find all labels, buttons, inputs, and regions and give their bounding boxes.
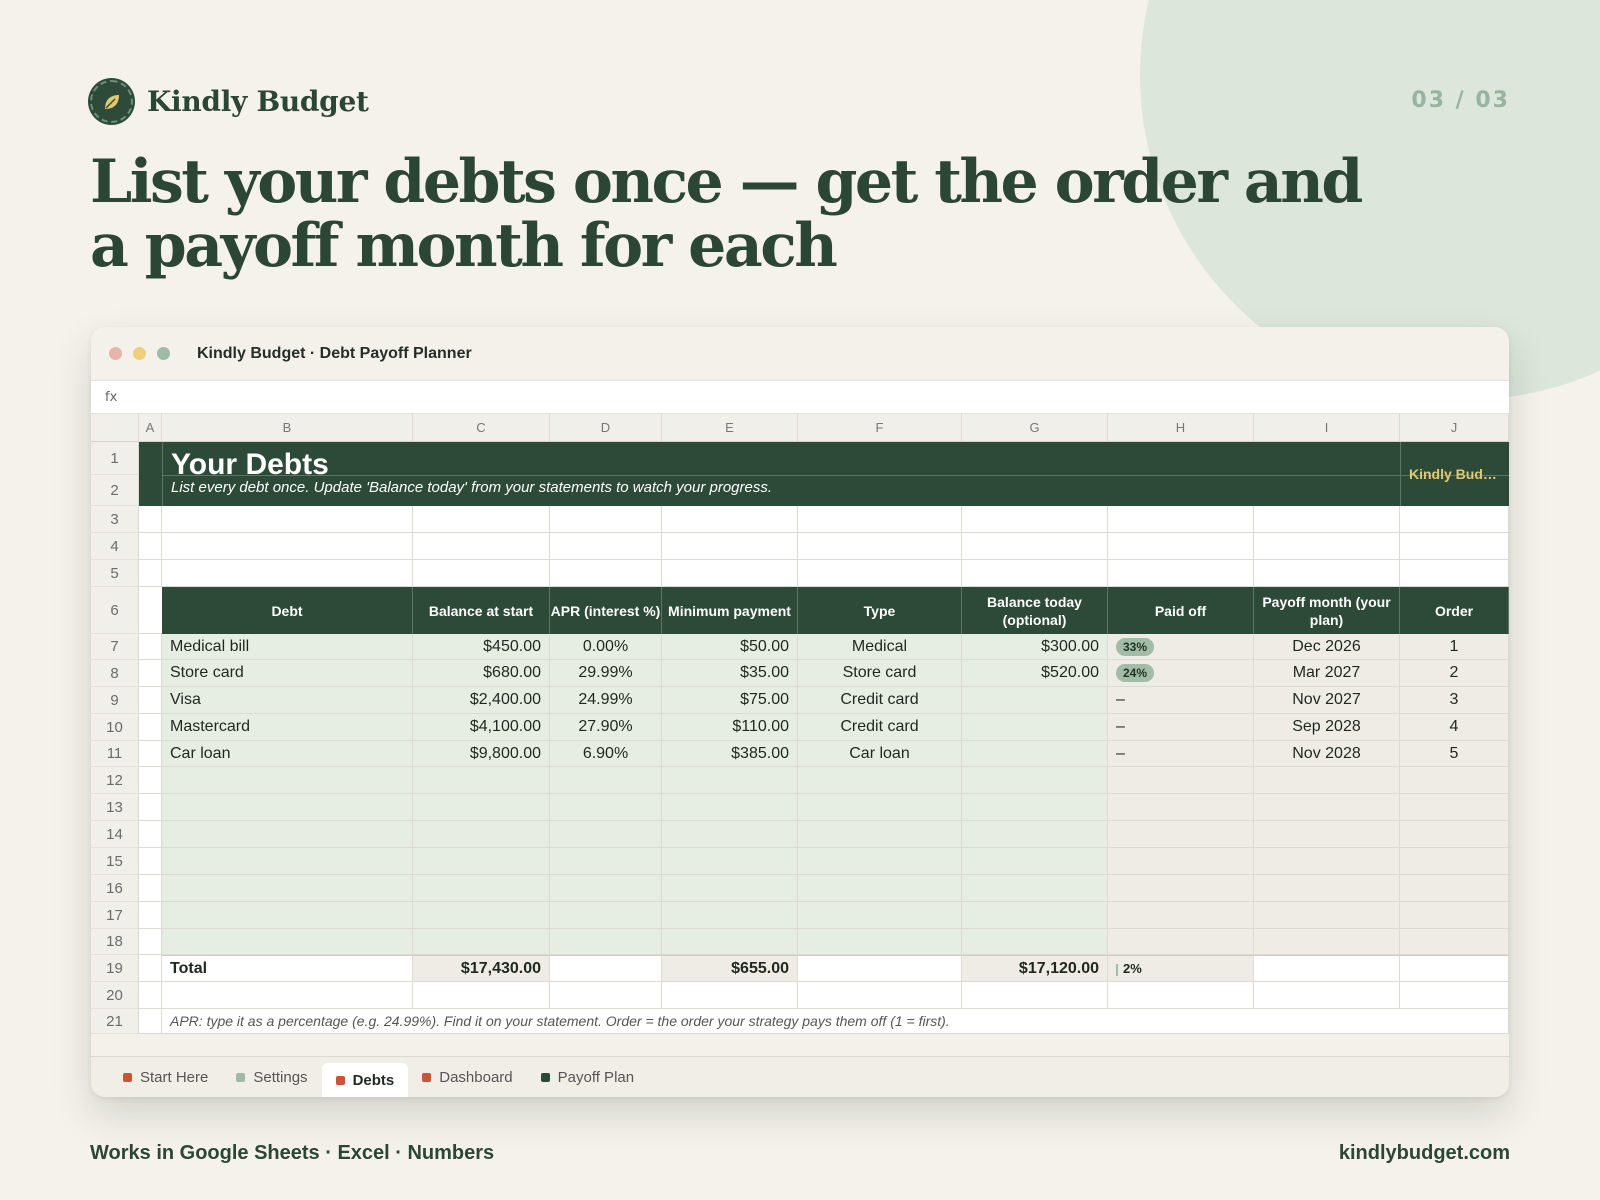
empty-cell[interactable] [413,533,550,560]
debt-cell-balance-today[interactable] [962,741,1108,767]
row-header-16[interactable]: 16 [91,875,139,902]
empty-cell[interactable] [550,929,662,955]
apr-note[interactable]: APR: type it as a percentage (e.g. 24.99%). Find it on your statement. Order = the order your strategy pays them off (1 = first). [162,1009,1509,1034]
tab-label: Dashboard [439,1068,513,1086]
tab-label: Debts [352,1071,395,1089]
column-heading[interactable]: Balance today (optional) [962,587,1108,634]
empty-cell[interactable] [139,533,162,560]
empty-cell[interactable] [662,902,798,929]
empty-cell[interactable] [662,982,798,1009]
empty-cell[interactable] [413,982,550,1009]
empty-cell[interactable] [139,634,162,660]
empty-cell[interactable] [662,794,798,821]
empty-cell[interactable] [962,533,1108,560]
empty-cell[interactable] [1400,794,1509,821]
tab-color-icon [123,1073,132,1082]
debt-cell-paid-off[interactable]: – [1108,741,1254,767]
empty-cell[interactable] [550,955,662,982]
empty-cell[interactable] [413,767,550,794]
debt-cell-type[interactable]: Credit card [798,687,962,714]
website-link[interactable]: kindlybudget.com [1338,1142,1510,1164]
empty-cell[interactable] [162,848,413,875]
empty-cell[interactable] [798,533,962,560]
empty-cell[interactable] [1108,533,1254,560]
row-header-8[interactable]: 8 [91,660,139,687]
total-paid-off-label: 2% [1123,961,1142,976]
debt-cell-min-payment[interactable]: $110.00 [662,714,798,741]
row-header-3[interactable]: 3 [91,506,139,533]
empty-cell[interactable] [139,587,162,634]
debt-cell-order[interactable]: 4 [1400,714,1509,741]
row-header-13[interactable]: 13 [91,794,139,821]
empty-cell[interactable] [139,767,162,794]
empty-cell[interactable] [662,767,798,794]
debt-cell-name[interactable]: Store card [162,660,413,687]
empty-cell[interactable] [413,560,550,587]
empty-cell[interactable] [798,794,962,821]
debt-cell-apr[interactable]: 29.99% [550,660,662,687]
empty-cell[interactable] [962,902,1108,929]
empty-cell[interactable] [1400,929,1509,955]
debt-cell-apr[interactable]: 24.99% [550,687,662,714]
debt-cell-balance-start[interactable]: $450.00 [413,634,550,660]
empty-cell[interactable] [162,929,413,955]
empty-cell[interactable] [139,794,162,821]
row-header-7[interactable]: 7 [91,634,139,660]
empty-cell[interactable] [1108,821,1254,848]
debt-cell-payoff-month[interactable]: Mar 2027 [1254,660,1400,687]
page-counter: 03 / 03 [1411,88,1510,113]
row-header-9[interactable]: 9 [91,687,139,714]
debt-cell-min-payment[interactable]: $75.00 [662,687,798,714]
debt-cell-type[interactable]: Medical [798,634,962,660]
empty-cell[interactable] [139,929,162,955]
column-header-b[interactable]: B [162,414,413,442]
empty-cell[interactable] [550,902,662,929]
empty-cell[interactable] [1400,875,1509,902]
empty-cell[interactable] [139,560,162,587]
empty-cell[interactable] [962,767,1108,794]
debt-cell-balance-today[interactable]: $520.00 [962,660,1108,687]
column-heading[interactable]: Balance at start [413,587,550,634]
empty-cell[interactable] [139,741,162,767]
maximize-window-button[interactable] [157,347,170,360]
empty-cell[interactable] [550,875,662,902]
sheet-tab-settings[interactable] [222,1057,321,1097]
empty-cell[interactable] [962,848,1108,875]
empty-cell[interactable] [1254,560,1400,587]
debt-cell-order[interactable]: 3 [1400,687,1509,714]
row-header-15[interactable]: 15 [91,848,139,875]
empty-cell[interactable] [1400,560,1509,587]
empty-cell[interactable] [550,533,662,560]
empty-cell[interactable] [1400,955,1509,982]
column-header-c[interactable]: C [413,414,550,442]
total-balance-today[interactable]: $17,120.00 [962,955,1108,982]
empty-cell[interactable] [798,767,962,794]
empty-cell[interactable] [550,794,662,821]
empty-cell[interactable] [413,902,550,929]
row-header-10[interactable]: 10 [91,714,139,741]
empty-cell[interactable] [139,821,162,848]
column-header-j[interactable]: J [1400,414,1509,442]
debt-cell-payoff-month[interactable]: Dec 2026 [1254,634,1400,660]
empty-cell[interactable] [162,506,413,533]
sheet-title[interactable]: Your Debts [171,448,329,481]
empty-cell[interactable] [413,848,550,875]
empty-cell[interactable] [1108,794,1254,821]
empty-cell[interactable] [798,902,962,929]
tab-color-icon [336,1076,345,1085]
empty-cell[interactable] [1108,767,1254,794]
debt-cell-paid-off[interactable] [1108,660,1254,687]
debt-cell-payoff-month[interactable]: Sep 2028 [1254,714,1400,741]
row-header-18[interactable]: 18 [91,929,139,955]
debt-cell-name[interactable]: Medical bill [162,634,413,660]
sheet-tab-dashboard[interactable] [408,1057,526,1097]
brand-tag-cell[interactable]: Kindly Bud… [1409,466,1497,482]
total-min-payment[interactable]: $655.00 [662,955,798,982]
empty-cell[interactable] [662,821,798,848]
debt-cell-balance-today[interactable] [962,687,1108,714]
empty-cell[interactable] [139,506,162,533]
debt-cell-balance-today[interactable]: $300.00 [962,634,1108,660]
empty-cell[interactable] [550,848,662,875]
empty-cell[interactable] [798,506,962,533]
empty-cell[interactable] [962,821,1108,848]
empty-cell[interactable] [962,929,1108,955]
empty-cell[interactable] [798,821,962,848]
brand [90,80,369,123]
empty-cell[interactable] [162,821,413,848]
empty-cell[interactable] [1400,902,1509,929]
column-heading[interactable]: Payoff month (your plan) [1254,587,1400,634]
paid-off-bar [1116,964,1118,976]
empty-cell[interactable] [1108,902,1254,929]
column-heading[interactable]: Minimum payment [662,587,798,634]
empty-cell[interactable] [139,902,162,929]
empty-cell[interactable] [662,560,798,587]
debt-cell-order[interactable]: 2 [1400,660,1509,687]
sheet-tab-debts[interactable] [322,1063,409,1097]
compatibility-note: Works in Google Sheets · Excel · Numbers [90,1142,495,1164]
empty-cell[interactable] [162,794,413,821]
empty-cell[interactable] [962,982,1108,1009]
empty-cell[interactable] [1254,875,1400,902]
empty-cell[interactable] [162,982,413,1009]
debt-cell-apr[interactable]: 6.90% [550,741,662,767]
row-header-14[interactable]: 14 [91,821,139,848]
debt-cell-paid-off[interactable]: – [1108,687,1254,714]
empty-cell[interactable] [139,848,162,875]
row-header-4[interactable]: 4 [91,533,139,560]
sheet-tab-payoff-plan[interactable] [527,1057,648,1097]
debt-cell-name[interactable]: Car loan [162,741,413,767]
row-header-6[interactable]: 6 [91,587,139,634]
empty-cell[interactable] [1254,821,1400,848]
tab-label: Start Here [140,1068,209,1086]
title-band-divider [1400,442,1401,506]
debt-cell-name[interactable]: Mastercard [162,714,413,741]
column-heading[interactable]: APR (interest %) [550,587,662,634]
debt-cell-balance-start[interactable]: $4,100.00 [413,714,550,741]
title-band-divider [162,475,1509,476]
leaf-logo-icon [90,80,133,123]
paid-off-badge: 24% [1116,664,1154,682]
empty-cell[interactable] [662,533,798,560]
column-header-f[interactable]: F [798,414,962,442]
window-title: Kindly Budget · Debt Payoff Planner [197,344,472,362]
debt-cell-paid-off[interactable]: – [1108,714,1254,741]
empty-cell[interactable] [1254,848,1400,875]
empty-cell[interactable] [1254,767,1400,794]
empty-cell[interactable] [1254,533,1400,560]
debt-cell-type[interactable]: Car loan [798,741,962,767]
empty-cell[interactable] [1108,929,1254,955]
empty-cell[interactable] [550,982,662,1009]
empty-cell[interactable] [413,794,550,821]
empty-cell[interactable] [962,875,1108,902]
tab-label: Settings [253,1068,308,1086]
debt-cell-payoff-month[interactable]: Nov 2027 [1254,687,1400,714]
column-heading[interactable]: Order [1400,587,1509,634]
empty-cell[interactable] [139,714,162,741]
row-header-1[interactable]: 1 [91,442,139,475]
column-heading[interactable]: Paid off [1108,587,1254,634]
row-header-21[interactable]: 21 [91,1009,139,1034]
column-heading[interactable]: Debt [162,587,413,634]
empty-cell[interactable] [1400,982,1509,1009]
empty-cell[interactable] [162,875,413,902]
empty-cell[interactable] [1254,982,1400,1009]
close-window-button[interactable] [109,347,122,360]
debt-cell-balance-start[interactable]: $680.00 [413,660,550,687]
empty-cell[interactable] [662,929,798,955]
empty-cell[interactable] [798,875,962,902]
empty-cell[interactable] [139,1009,162,1034]
debt-cell-payoff-month[interactable]: Nov 2028 [1254,741,1400,767]
title-band [139,442,1509,506]
empty-cell[interactable] [798,560,962,587]
debt-cell-min-payment[interactable]: $385.00 [662,741,798,767]
empty-cell[interactable] [1400,821,1509,848]
corner-cell[interactable] [91,414,139,442]
column-heading[interactable]: Type [798,587,962,634]
title-band-divider [162,442,163,506]
row-header-20[interactable]: 20 [91,982,139,1009]
column-header-d[interactable]: D [550,414,662,442]
empty-cell[interactable] [162,902,413,929]
debt-cell-balance-today[interactable] [962,714,1108,741]
empty-cell[interactable] [1400,767,1509,794]
row-header-17[interactable]: 17 [91,902,139,929]
empty-cell[interactable] [162,767,413,794]
empty-cell[interactable] [139,955,162,982]
empty-cell[interactable] [662,506,798,533]
empty-cell[interactable] [139,982,162,1009]
empty-cell[interactable] [962,506,1108,533]
empty-cell[interactable] [798,929,962,955]
empty-cell[interactable] [139,660,162,687]
empty-cell[interactable] [662,875,798,902]
tab-color-icon [541,1073,550,1082]
empty-cell[interactable] [962,794,1108,821]
empty-cell[interactable] [798,982,962,1009]
row-header-5[interactable]: 5 [91,560,139,587]
debt-cell-paid-off[interactable] [1108,634,1254,660]
empty-cell[interactable] [1400,533,1509,560]
debt-cell-apr[interactable]: 27.90% [550,714,662,741]
empty-cell[interactable] [139,687,162,714]
empty-cell[interactable] [162,560,413,587]
column-header-i[interactable]: I [1254,414,1400,442]
empty-cell[interactable] [413,821,550,848]
empty-cell[interactable] [962,560,1108,587]
column-header-h[interactable]: H [1108,414,1254,442]
row-header-11[interactable]: 11 [91,741,139,767]
empty-cell[interactable] [550,560,662,587]
debt-cell-type[interactable]: Store card [798,660,962,687]
empty-cell[interactable] [550,506,662,533]
empty-cell[interactable] [1254,929,1400,955]
debt-cell-min-payment[interactable]: $50.00 [662,634,798,660]
tab-color-icon [422,1073,431,1082]
row-header-19[interactable]: 19 [91,955,139,982]
debt-cell-type[interactable]: Credit card [798,714,962,741]
empty-cell[interactable] [1108,560,1254,587]
sheet-tabs [91,1056,1509,1097]
fx-label: fx [105,390,118,405]
debt-cell-order[interactable]: 5 [1400,741,1509,767]
paid-off-badge: 33% [1116,638,1154,656]
empty-cell[interactable] [1108,875,1254,902]
total-label[interactable]: Total [162,955,413,982]
empty-cell[interactable] [1254,794,1400,821]
empty-cell[interactable] [1108,982,1254,1009]
empty-cell[interactable] [550,767,662,794]
total-paid-off[interactable] [1108,955,1254,982]
tab-color-icon [236,1073,245,1082]
debt-cell-balance-start[interactable]: $9,800.00 [413,741,550,767]
empty-cell[interactable] [1400,848,1509,875]
window-titlebar [91,327,1509,380]
empty-cell[interactable] [798,848,962,875]
empty-cell[interactable] [550,821,662,848]
empty-cell[interactable] [413,506,550,533]
debt-cell-balance-start[interactable]: $2,400.00 [413,687,550,714]
brand-name: Kindly Budget [147,85,369,118]
empty-cell[interactable] [162,533,413,560]
sheet-tab-start-here[interactable] [109,1057,222,1097]
empty-cell[interactable] [798,955,962,982]
column-header-e[interactable]: E [662,414,798,442]
debt-cell-min-payment[interactable]: $35.00 [662,660,798,687]
minimize-window-button[interactable] [133,347,146,360]
column-header-g[interactable]: G [962,414,1108,442]
spreadsheet-window [91,327,1509,1097]
debt-cell-apr[interactable]: 0.00% [550,634,662,660]
sheet-subtitle[interactable]: List every debt once. Update 'Balance today' from your statements to watch your progress. [171,479,773,496]
debt-cell-name[interactable]: Visa [162,687,413,714]
empty-cell[interactable] [413,929,550,955]
empty-cell[interactable] [1254,902,1400,929]
total-balance-start[interactable]: $17,430.00 [413,955,550,982]
empty-cell[interactable] [1254,955,1400,982]
column-header-a[interactable]: A [139,414,162,442]
empty-cell[interactable] [1108,506,1254,533]
tab-label: Payoff Plan [557,1068,635,1086]
empty-cell[interactable] [1400,506,1509,533]
row-header-12[interactable]: 12 [91,767,139,794]
empty-cell[interactable] [662,848,798,875]
empty-cell[interactable] [1108,848,1254,875]
headline: List your debts once — get the order and a payoff month for each [90,147,1361,281]
empty-cell[interactable] [139,875,162,902]
empty-cell[interactable] [413,875,550,902]
formula-bar[interactable] [91,380,1509,414]
row-header-2[interactable]: 2 [91,475,139,506]
debt-cell-order[interactable]: 1 [1400,634,1509,660]
empty-cell[interactable] [1254,506,1400,533]
